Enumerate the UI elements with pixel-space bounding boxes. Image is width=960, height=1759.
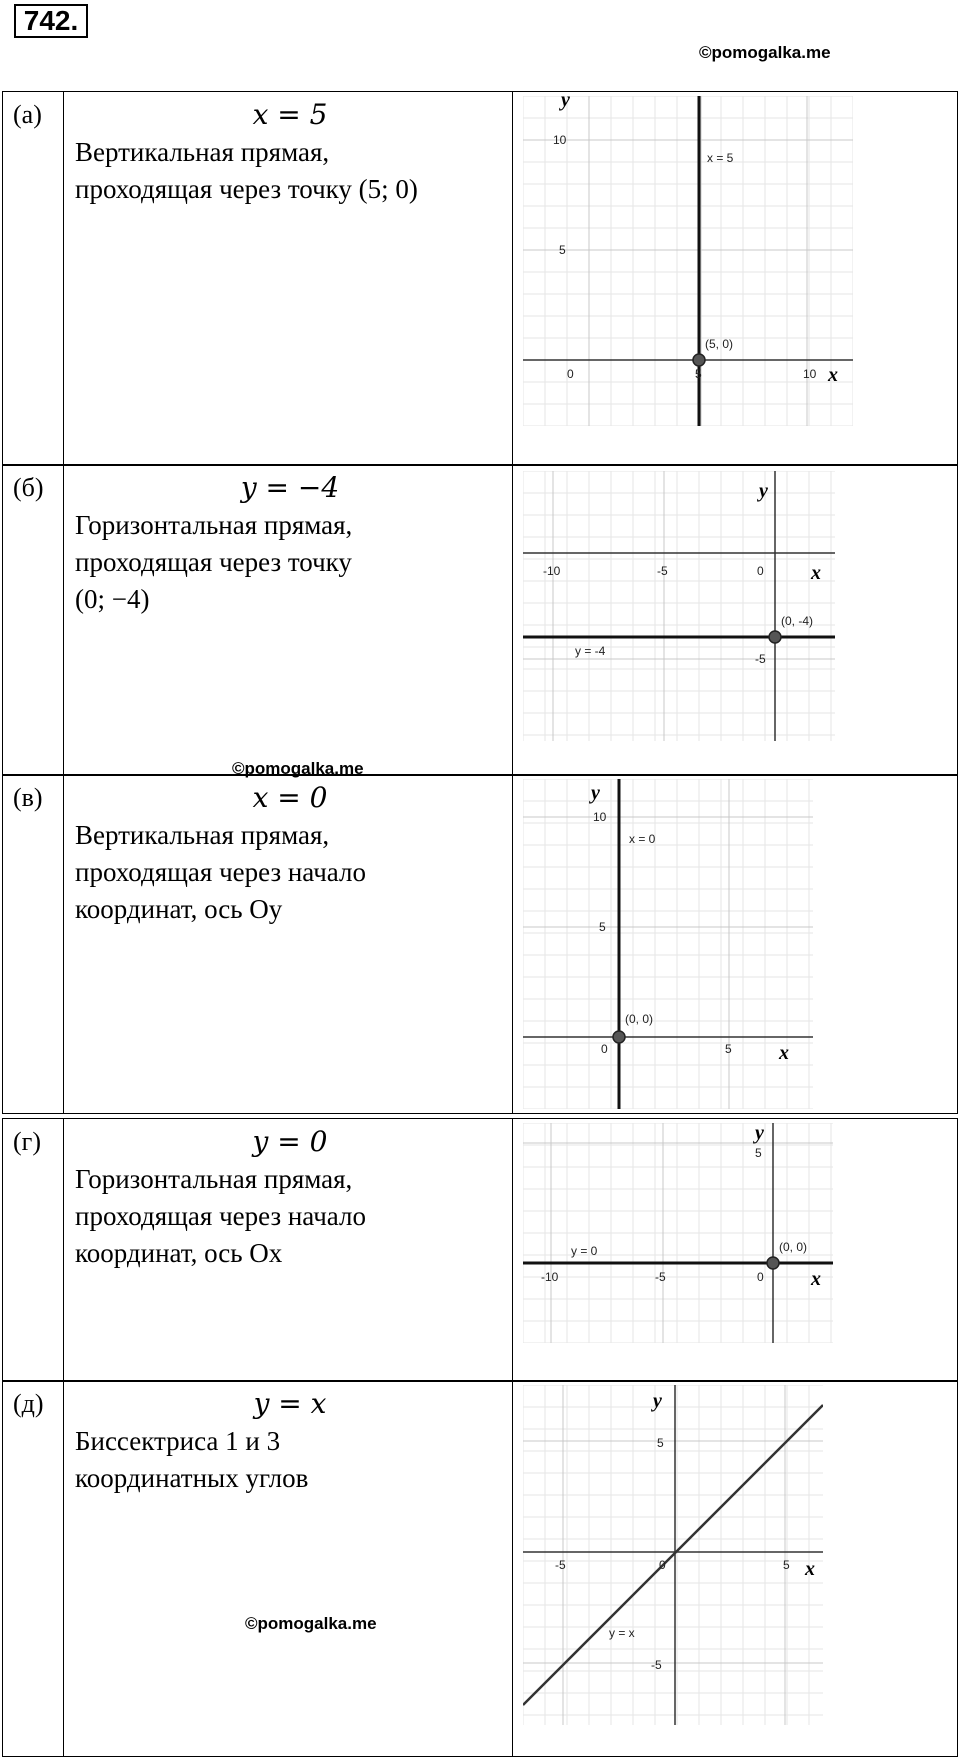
svg-text:-5: -5 (651, 1658, 662, 1672)
svg-text:x: x (828, 364, 838, 386)
description: Вертикальная прямая, проходящая через начало координат, ось Oy (75, 820, 366, 924)
svg-text:0: 0 (601, 1042, 608, 1056)
problem-number: 742. (14, 4, 88, 38)
graph-a (523, 96, 853, 426)
graph-b (523, 471, 835, 741)
svg-text:y = x: y = x (609, 1626, 635, 1640)
svg-text:0: 0 (757, 1270, 764, 1284)
svg-text:5: 5 (559, 243, 566, 257)
graph-e (523, 1385, 823, 1725)
point-marker (613, 1031, 625, 1043)
svg-text:-10: -10 (543, 564, 561, 578)
svg-text:y = 0: y = 0 (571, 1244, 598, 1258)
svg-text:-5: -5 (555, 1558, 566, 1572)
watermark: ©pomogalka.me (245, 1614, 377, 1633)
svg-text:5: 5 (599, 920, 606, 934)
svg-text:x: x (805, 1558, 815, 1580)
svg-text:0: 0 (567, 367, 574, 381)
formula: y = −4 (240, 471, 340, 504)
svg-text:y: y (755, 1123, 764, 1144)
row-label: (д) (13, 1389, 44, 1418)
row-d (2, 1118, 958, 1382)
formula: y = x (253, 1387, 327, 1420)
formula: x = 5 (252, 98, 328, 131)
row-label: (в) (13, 783, 43, 812)
watermark: ©pomogalka.me (699, 43, 831, 62)
row-c (2, 774, 958, 1114)
svg-text:(0, 0): (0, 0) (625, 1012, 654, 1026)
svg-text:5: 5 (657, 1436, 664, 1450)
svg-text:x = 0: x = 0 (629, 832, 656, 846)
point-marker (693, 354, 705, 366)
svg-text:5: 5 (755, 1146, 762, 1160)
row-label: (б) (13, 473, 44, 502)
svg-text:10: 10 (553, 133, 567, 147)
svg-text:-5: -5 (657, 564, 668, 578)
svg-text:-5: -5 (655, 1270, 666, 1284)
svg-text:10: 10 (593, 810, 607, 824)
svg-text:0: 0 (757, 564, 764, 578)
row-a (2, 91, 958, 466)
svg-text:5: 5 (783, 1558, 790, 1572)
description: Вертикальная прямая, проходящая через точку (5; 0) (75, 137, 418, 204)
formula: x = 0 (252, 781, 328, 814)
svg-text:y: y (653, 1390, 662, 1412)
svg-text:0: 0 (659, 1558, 666, 1572)
row-label: (г) (13, 1127, 41, 1156)
description: Биссектриса 1 и 3 координатных углов (75, 1426, 309, 1493)
watermark: ©pomogalka.me (232, 759, 364, 778)
svg-text:5: 5 (725, 1042, 732, 1056)
graph-c (523, 779, 813, 1109)
point-marker (769, 631, 781, 643)
description: Горизонтальная прямая, проходящая через точку (0; −4) (75, 510, 353, 614)
description: Горизонтальная прямая, проходящая через начало координат, ось Ox (75, 1164, 366, 1268)
row-b (2, 464, 958, 776)
graph-d (523, 1123, 833, 1343)
svg-text:10: 10 (803, 367, 817, 381)
svg-text:y: y (591, 782, 600, 804)
svg-text:(5, 0): (5, 0) (705, 337, 734, 351)
formula: y = 0 (252, 1125, 328, 1158)
svg-text:x = 5: x = 5 (707, 151, 734, 165)
line-y-equals-x (523, 1405, 823, 1705)
svg-text:x: x (779, 1042, 789, 1064)
svg-text:y: y (759, 480, 768, 502)
svg-text:y = -4: y = -4 (575, 644, 606, 658)
svg-text:y: y (561, 96, 570, 111)
svg-text:(0, 0): (0, 0) (779, 1240, 808, 1254)
svg-text:x: x (811, 1268, 821, 1290)
svg-text:x: x (811, 562, 821, 584)
svg-text:-5: -5 (755, 652, 766, 666)
row-e (2, 1380, 958, 1757)
svg-text:-10: -10 (541, 1270, 559, 1284)
svg-text:(0, -4): (0, -4) (781, 614, 814, 628)
svg-text:5: 5 (695, 367, 702, 381)
point-marker (767, 1257, 779, 1269)
row-label: (а) (13, 100, 42, 129)
